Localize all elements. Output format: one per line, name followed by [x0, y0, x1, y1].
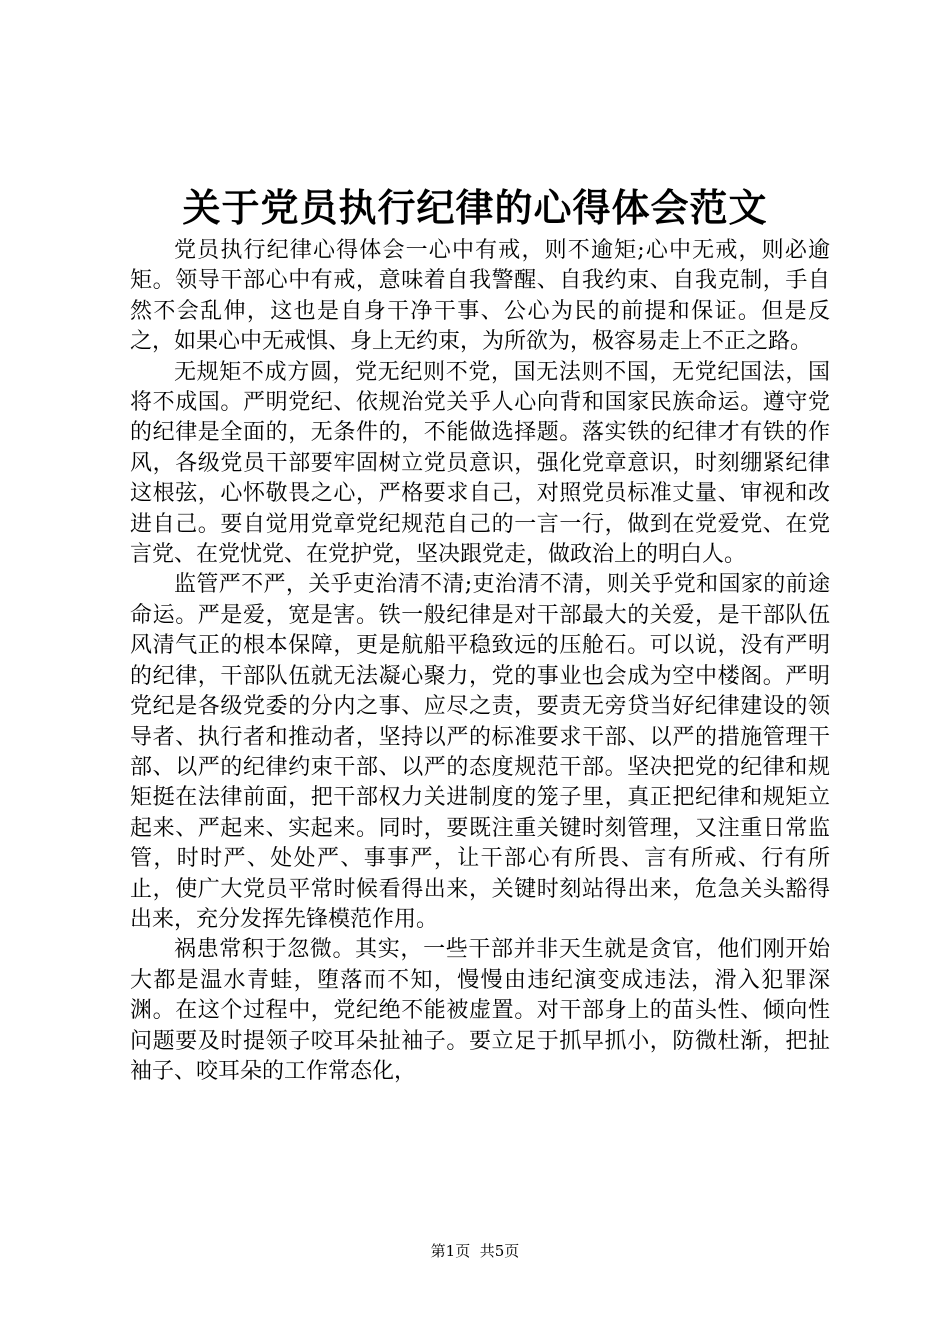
paragraph: 祸患常积于忽微。其实，一些干部并非天生就是贪官，他们刚开始大都是温水青蛙，堕落而不知，慢慢由违纪演变成违法，滑入犯罪深渊。在这个过程中，党纪绝不能被虚置。对干部身上的苗头性、倾向性问题要及时提领子咬耳朵扯袖子。要立足于抓早抓小，防微杜渐，把扯袖子、咬耳朵的工作常态化，	[130, 937, 830, 1084]
page-footer	[0, 1241, 950, 1261]
paragraph: 监管严不严，关乎吏治清不清;吏治清不清，则关乎党和国家的前途命运。严是爱，宽是害。铁一般纪律是对干部最大的关爱，是干部队伍风清气正的根本保障，更是航船平稳致远的压舱石。可以说，没有严明的纪律，干部队伍就无法凝心聚力，党的事业也会成为空中楼阁。严明党纪是各级党委的分内之事、应尽之责，要责无旁贷当好纪律建设的领导者、执行者和推动者，坚持以严的标准要求干部、以严的措施管理干部、以严的纪律约束干部、以严的态度规范干部。坚决把党的纪律和规矩挺在法律前面，把干部权力关进制度的笼子里，真正把纪律和规矩立起来、严起来、实起来。同时，要既注重关键时刻管理，又注重日常监管，时时严、处处严、事事严，让干部心有所畏、言有所戒、行有所止，使广大党员平常时候看得出来，关键时刻站得出来，危急关头豁得出来，充分发挥先锋模范作用。	[130, 572, 830, 932]
document-body	[130, 236, 830, 1087]
document-title: 关于党员执行纪律的心得体会范文	[182, 186, 768, 230]
paragraph: 无规矩不成方圆，党无纪则不党，国无法则不国，无党纪国法，国将不成国。严明党纪、依规治党关乎人心向背和国家民族命运。遵守党的纪律是全面的，无条件的，不能做选择题。落实铁的纪律才有铁的作风，各级党员干部要牢固树立党员意识，强化党章意识，时刻绷紧纪律这根弦，心怀敬畏之心，严格要求自己，对照党员标准丈量、审视和改进自己。要自觉用党章党纪规范自己的一言一行，做到在党爱党、在党言党、在党忧党、在党护党，坚决跟党走，做政治上的明白人。	[130, 359, 830, 568]
paragraph: 党员执行纪律心得体会一心中有戒，则不逾矩;心中无戒，则必逾矩。领导干部心中有戒，意味着自我警醒、自我约束、自我克制，手自然不会乱伸，这也是自身干净干事、公心为民的前提和保证。但是反之，如果心中无戒惧、身上无约束，为所欲为，极容易走上不正之路。	[130, 238, 830, 355]
page-total: 共5页	[479, 1242, 520, 1260]
page-number: 第1页	[430, 1242, 471, 1260]
